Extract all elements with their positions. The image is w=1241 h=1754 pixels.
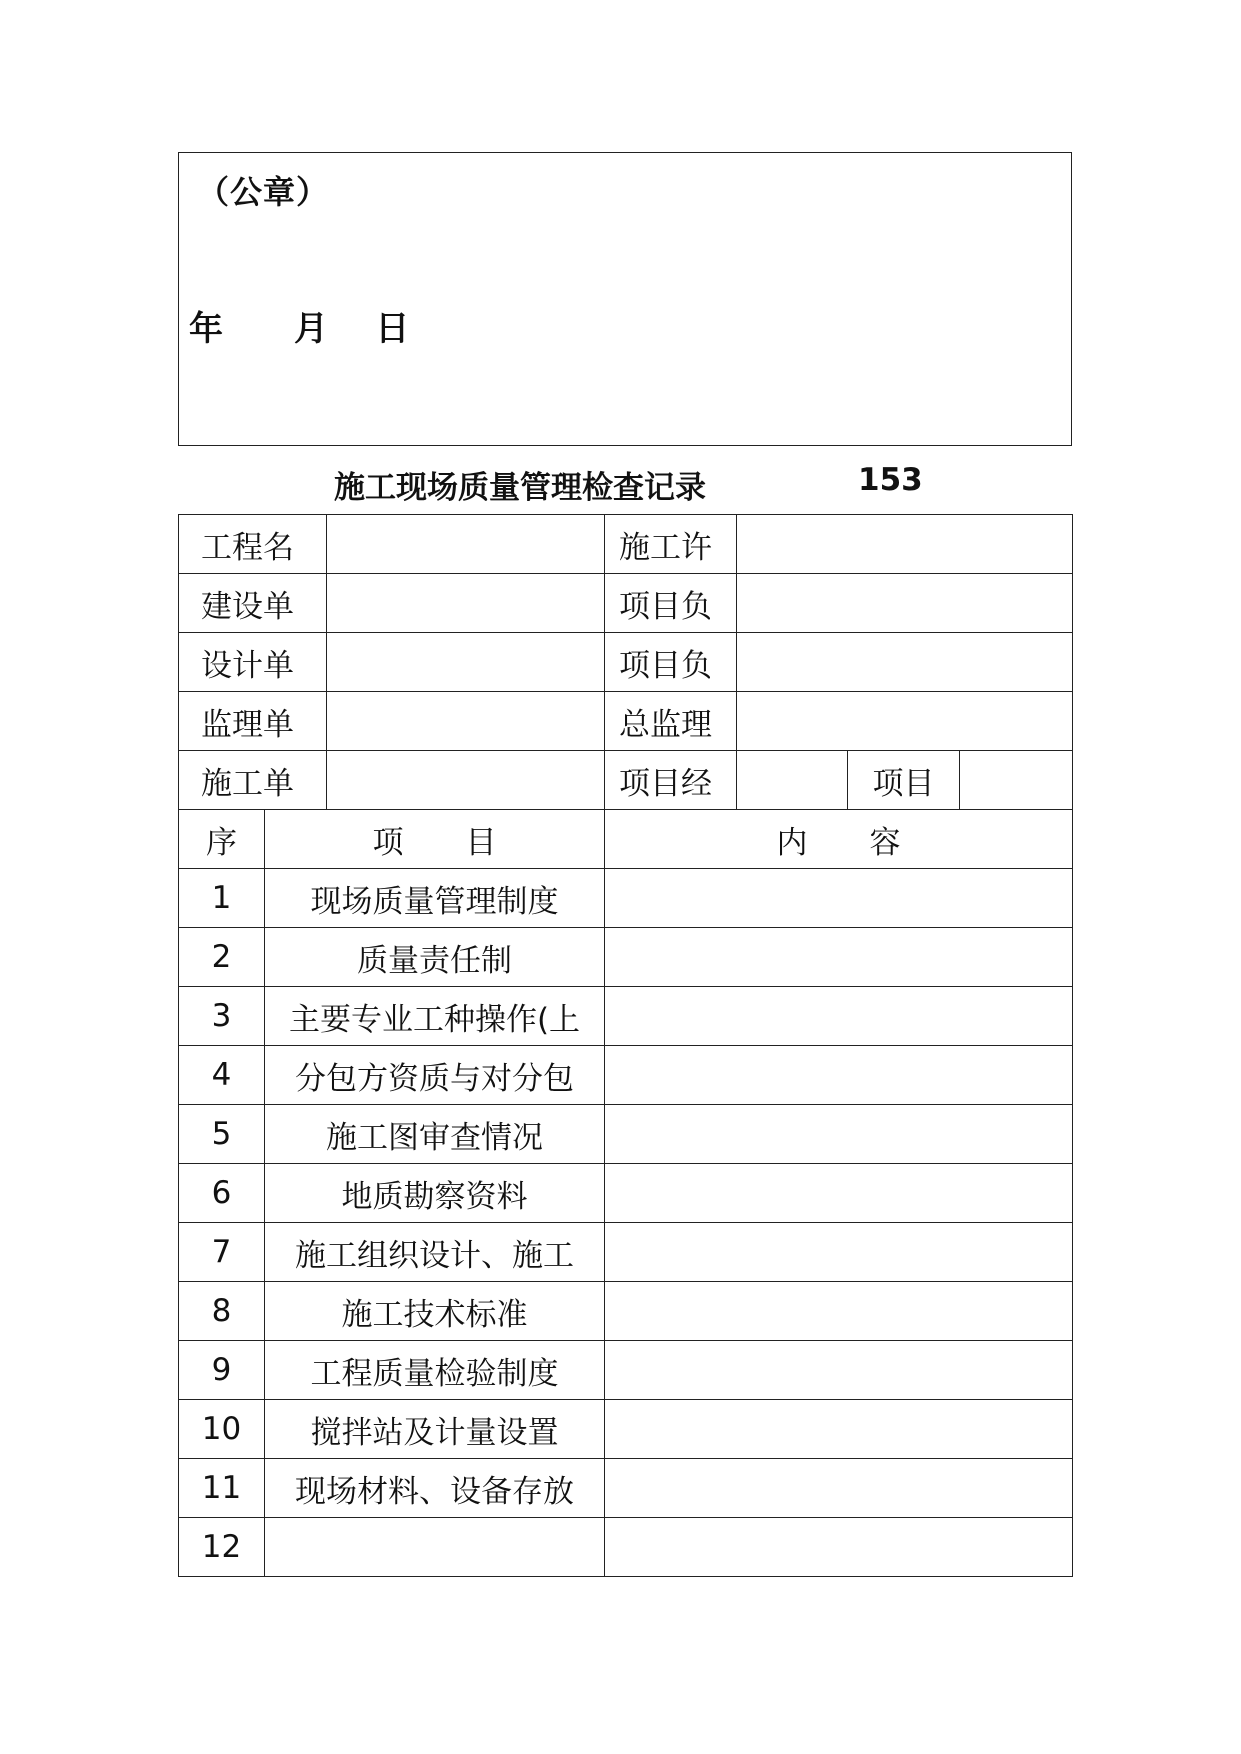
info-row xyxy=(179,633,1073,692)
info-value-cell[interactable] xyxy=(737,692,1073,751)
info-value-cell[interactable] xyxy=(327,633,605,692)
content-cell[interactable] xyxy=(605,869,1073,928)
content-header: 内 容 xyxy=(605,810,1073,869)
seq-number: 1 xyxy=(179,869,265,928)
date-month-label: 月 xyxy=(294,309,329,349)
info-value-cell[interactable] xyxy=(737,574,1073,633)
seq-number: 11 xyxy=(179,1459,265,1518)
content-cell[interactable] xyxy=(605,1400,1073,1459)
content-cell[interactable] xyxy=(605,987,1073,1046)
checklist-header-row xyxy=(179,810,1073,869)
info-label: 施工许 xyxy=(605,515,737,574)
info-label: 项目负 xyxy=(605,633,737,692)
seq-number: 2 xyxy=(179,928,265,987)
info-value-cell[interactable] xyxy=(327,574,605,633)
info-label: 设计单 xyxy=(179,633,327,692)
checklist-row xyxy=(179,1341,1073,1400)
item-name: 搅拌站及计量设置 xyxy=(265,1400,605,1459)
item-name xyxy=(265,1518,605,1577)
info-value-cell[interactable] xyxy=(960,751,1073,810)
checklist-row xyxy=(179,869,1073,928)
content-cell[interactable] xyxy=(605,1518,1073,1577)
checklist-row xyxy=(179,1164,1073,1223)
seq-number: 3 xyxy=(179,987,265,1046)
seq-number: 8 xyxy=(179,1282,265,1341)
item-name: 现场质量管理制度 xyxy=(265,869,605,928)
seq-number: 5 xyxy=(179,1105,265,1164)
seq-number: 10 xyxy=(179,1400,265,1459)
seq-number: 9 xyxy=(179,1341,265,1400)
seq-number: 4 xyxy=(179,1046,265,1105)
info-label: 建设单 xyxy=(179,574,327,633)
title-text: 施工现场质量管理检查记录 xyxy=(334,470,706,506)
content-cell[interactable] xyxy=(605,1105,1073,1164)
info-label: 监理单 xyxy=(179,692,327,751)
item-name: 质量责任制 xyxy=(265,928,605,987)
seal-section xyxy=(178,152,1072,446)
checklist-row xyxy=(179,1518,1073,1577)
seq-number: 6 xyxy=(179,1164,265,1223)
seq-number: 7 xyxy=(179,1223,265,1282)
info-label: 项目 xyxy=(848,751,960,810)
checklist-row xyxy=(179,987,1073,1046)
page-title xyxy=(178,462,1072,506)
info-row xyxy=(179,692,1073,751)
checklist-row xyxy=(179,1046,1073,1105)
item-name: 现场材料、设备存放 xyxy=(265,1459,605,1518)
item-name: 分包方资质与对分包 xyxy=(265,1046,605,1105)
content-cell[interactable] xyxy=(605,1282,1073,1341)
seq-header: 序 xyxy=(179,810,265,869)
inspection-table xyxy=(178,514,1073,1577)
item-name: 工程质量检验制度 xyxy=(265,1341,605,1400)
info-value-cell[interactable] xyxy=(327,515,605,574)
checklist-row xyxy=(179,1400,1073,1459)
item-name: 施工图审查情况 xyxy=(265,1105,605,1164)
checklist-row xyxy=(179,1223,1073,1282)
info-label: 总监理 xyxy=(605,692,737,751)
item-name: 主要专业工种操作(上 xyxy=(265,987,605,1046)
seal-label: （公章） xyxy=(197,173,330,211)
date-line xyxy=(189,301,409,350)
content-cell[interactable] xyxy=(605,1223,1073,1282)
info-label: 项目负 xyxy=(605,574,737,633)
info-label: 项目经 xyxy=(605,751,737,810)
item-name: 施工组织设计、施工 xyxy=(265,1223,605,1282)
info-value-cell[interactable] xyxy=(737,515,1073,574)
info-value-cell[interactable] xyxy=(327,692,605,751)
content-cell[interactable] xyxy=(605,928,1073,987)
checklist-row xyxy=(179,928,1073,987)
info-row xyxy=(179,574,1073,633)
info-label: 施工单 xyxy=(179,751,327,810)
checklist-row xyxy=(179,1459,1073,1518)
item-name: 地质勘察资料 xyxy=(265,1164,605,1223)
info-label: 工程名 xyxy=(179,515,327,574)
info-value-cell[interactable] xyxy=(737,751,848,810)
item-header: 项 目 xyxy=(265,810,605,869)
content-cell[interactable] xyxy=(605,1046,1073,1105)
info-row xyxy=(179,515,1073,574)
checklist-row xyxy=(179,1282,1073,1341)
title-number: 153 xyxy=(858,462,923,498)
info-value-cell[interactable] xyxy=(737,633,1073,692)
seq-number: 12 xyxy=(179,1518,265,1577)
info-row xyxy=(179,751,1073,810)
content-cell[interactable] xyxy=(605,1459,1073,1518)
date-day-label: 日 xyxy=(375,309,410,349)
checklist-row xyxy=(179,1105,1073,1164)
content-cell[interactable] xyxy=(605,1341,1073,1400)
content-cell[interactable] xyxy=(605,1164,1073,1223)
date-year-label: 年 xyxy=(189,309,223,349)
info-value-cell[interactable] xyxy=(327,751,605,810)
item-name: 施工技术标准 xyxy=(265,1282,605,1341)
